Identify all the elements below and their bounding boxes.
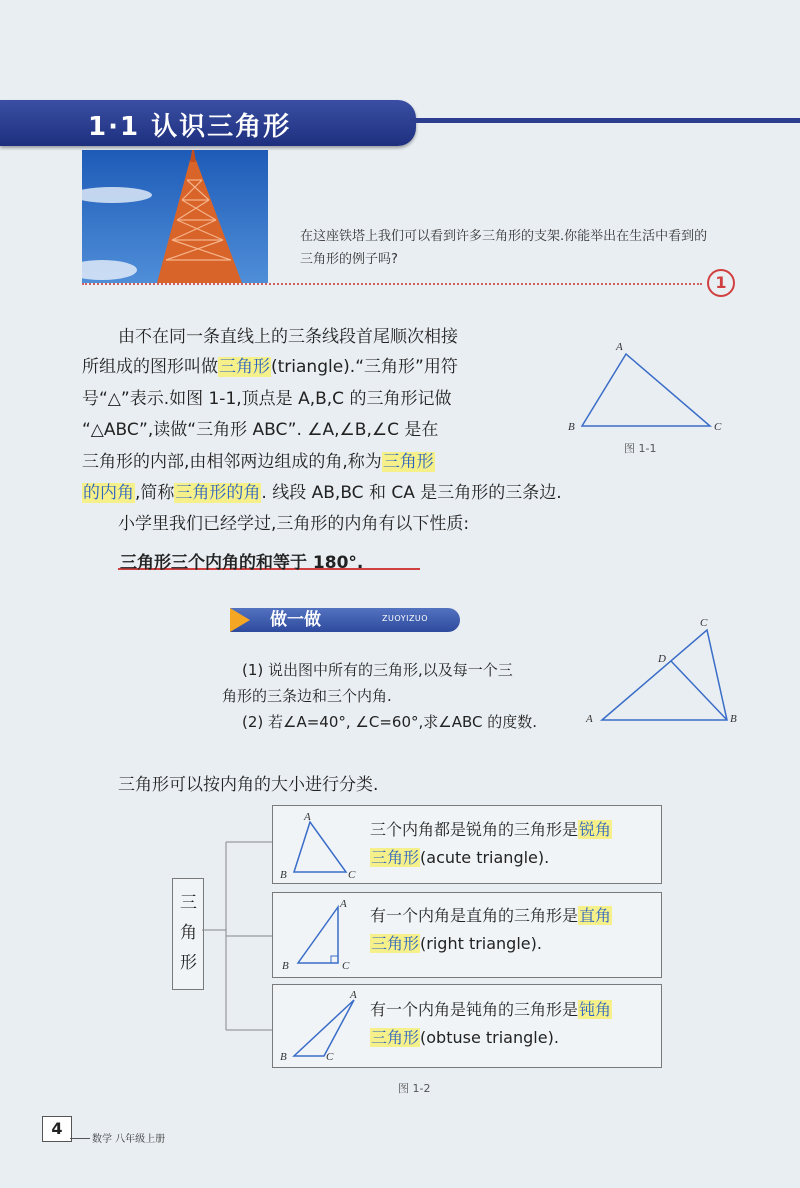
term-interior-angle: 的内角 [83, 483, 134, 503]
activity-subtitle: ZUOYIZUO [382, 614, 429, 623]
acute-triangle-figure [278, 808, 358, 882]
vertex-label: A [586, 713, 593, 725]
root-char: 形 [180, 953, 197, 973]
para-line: “△ABC”,读做“三角形 ABC”. ∠A,∠B,∠C 是在 [82, 420, 439, 440]
vertex-label: A [340, 898, 347, 910]
term-interior-angle: 三角形 [382, 452, 434, 472]
para-text: . 线段 AB,BC 和 CA 是三角形的三条边. [261, 483, 562, 503]
figure-caption: 图 1-1 [624, 442, 657, 455]
definition-text: 有一个内角是直角的三角形是 [370, 906, 579, 925]
angle-sum-rule: 三角形三个内角的和等于 180°. [120, 553, 364, 573]
term-acute: 三角形 [371, 848, 420, 867]
book-title: 数学 八年级上册 [92, 1134, 166, 1145]
para-line: 由不在同一条直线上的三条线段首尾顺次相接 [118, 327, 458, 347]
para-text: ,简称 [135, 483, 175, 503]
para-text: (triangle).“三角形”用符 [271, 357, 458, 377]
vertex-label: A [616, 341, 623, 353]
activity-arrow [230, 608, 250, 632]
figure-caption: 图 1-2 [398, 1082, 431, 1095]
term-obtuse: 钝角 [579, 1000, 612, 1019]
right-definition-cont [370, 930, 542, 958]
footer-rule [70, 1138, 90, 1139]
title-rule [410, 118, 800, 123]
vertex-label: B [280, 869, 287, 881]
term-right: 直角 [579, 906, 612, 925]
vertex-label: B [282, 960, 289, 972]
english-term: (obtuse triangle). [420, 1028, 559, 1047]
term-obtuse: 三角形 [371, 1028, 420, 1047]
obtuse-definition [370, 996, 612, 1024]
classification-intro: 三角形可以按内角的大小进行分类. [118, 775, 379, 795]
term-acute: 锐角 [579, 820, 612, 839]
photo-caption: 在这座铁塔上我们可以看到许多三角形的支架.你能举出在生活中看到的三角形的例子吗? [300, 229, 708, 267]
vertex-label: C [348, 869, 356, 881]
vertex-label: C [714, 421, 722, 433]
page-number: 4 [42, 1116, 72, 1142]
triangle-abc [602, 630, 727, 720]
root-char: 角 [180, 923, 197, 943]
vertex-label: A [350, 989, 357, 1001]
para-line [82, 352, 458, 382]
vertex-label: B [568, 421, 575, 433]
tower-photo [82, 150, 268, 283]
definition-text: 三个内角都是锐角的三角形是 [370, 820, 579, 839]
right-definition [370, 902, 612, 930]
root-label [180, 888, 197, 978]
acute-definition-cont [370, 844, 549, 872]
obtuse-definition-cont [370, 1024, 559, 1052]
triangle-abc [582, 354, 710, 426]
activity-figure [582, 610, 742, 730]
english-term: (right triangle). [420, 934, 542, 953]
root-char: 三 [180, 893, 197, 913]
vertex-label: A [304, 811, 311, 823]
question-1: (1) 说出图中所有的三角形,以及每一个三 [242, 661, 513, 679]
term-right: 三角形 [371, 934, 420, 953]
activity-title: 做一做 [270, 610, 321, 630]
acute-definition [370, 816, 612, 844]
section-marker: 1 [707, 269, 735, 297]
term-triangle: 三角形 [219, 357, 270, 377]
tree-connector [200, 840, 275, 1040]
para-line: 号“△”表示.如图 1-1,顶点是 A,B,C 的三角形记做 [82, 389, 452, 409]
section-title: 1·1 认识三角形 [88, 112, 292, 142]
definition-text: 有一个内角是钝角的三角形是 [370, 1000, 579, 1019]
segment-bd [671, 661, 727, 720]
english-term: (acute triangle). [420, 848, 550, 867]
term-triangle-angle: 三角形的角 [175, 483, 261, 503]
right-triangle-figure [278, 895, 358, 973]
question-2: (2) 若∠A=40°, ∠C=60°,求∠ABC 的度数. [242, 713, 538, 731]
para-line [82, 447, 435, 477]
para-text: 三角形的内部,由相邻两边组成的角,称为 [82, 452, 382, 472]
vertex-label: C [700, 617, 708, 629]
vertex-label: B [280, 1051, 287, 1063]
vertex-label: B [730, 713, 737, 725]
vertex-label: D [658, 653, 666, 665]
vertex-label: C [342, 960, 350, 972]
para-line: 小学里我们已经学过,三角形的内角有以下性质: [118, 514, 470, 534]
dotted-divider [82, 283, 702, 285]
obtuse-triangle-figure [278, 986, 362, 1064]
vertex-label: C [326, 1051, 334, 1063]
para-line [82, 478, 562, 508]
question-1-cont: 角形的三条边和三个内角. [222, 687, 392, 705]
para-text: 所组成的图形叫做 [82, 357, 218, 377]
